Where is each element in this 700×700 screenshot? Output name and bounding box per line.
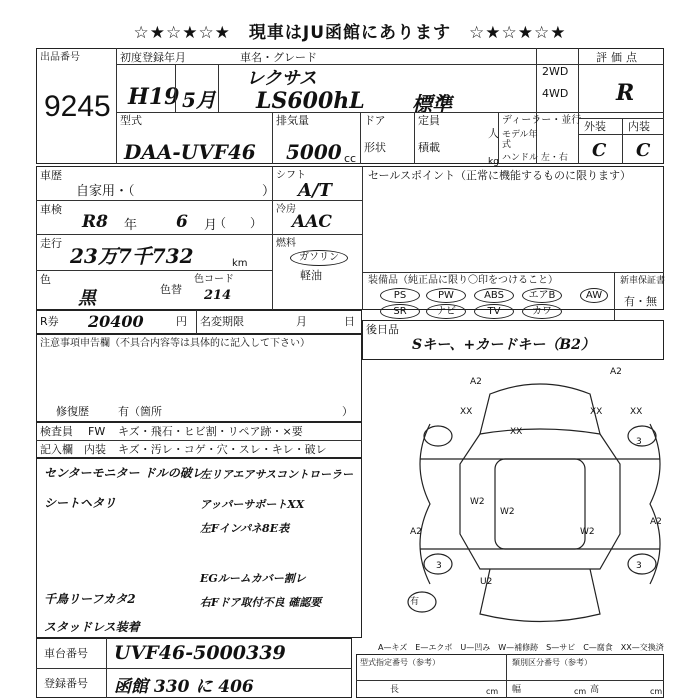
divider xyxy=(362,272,664,273)
note-line-right: 左リアエアサスコントローラー xyxy=(200,468,354,481)
fuel-diesel: 軽油 xyxy=(300,269,322,282)
color-label: 色 xyxy=(40,273,51,286)
inspector-items: キズ・飛石・ヒビ割・リペア跡・×要 xyxy=(118,425,303,438)
ac-label: 冷房 xyxy=(276,204,296,215)
cm-1: cm xyxy=(486,687,499,696)
shift-label: シフト xyxy=(276,170,306,181)
ac-value: AAC xyxy=(292,212,332,232)
divider xyxy=(414,112,415,164)
inspection-day: （ ） xyxy=(214,216,263,230)
diagram-mark: W2 xyxy=(500,507,515,517)
color-change-label: 色替 xyxy=(160,283,182,296)
exterior-value: C xyxy=(592,140,607,161)
equipment-item: PW xyxy=(426,288,466,303)
capacity-label: 定員 xyxy=(418,114,440,127)
inspection-month: 6 xyxy=(176,212,188,232)
inspection-era: R8 xyxy=(82,212,108,232)
name-change-month: 月 xyxy=(296,315,307,328)
height-label: 高 xyxy=(590,685,600,695)
equipment-item: ABS xyxy=(474,288,514,303)
inspector-fw: FW xyxy=(88,425,106,438)
first-reg-month: 5月 xyxy=(182,88,216,112)
chassis-value: UVF46-5000339 xyxy=(114,642,286,664)
notes-frame xyxy=(36,458,362,638)
recorder-interior: 内装 xyxy=(84,443,106,456)
evaluation-label: 評価点 xyxy=(596,51,641,64)
diagram-mark: XX xyxy=(460,407,473,417)
recycle-label: R券 xyxy=(40,315,59,328)
car-model: LS600hL xyxy=(256,88,365,114)
drive-4wd: 4WD xyxy=(542,87,569,100)
mileage-unit: km xyxy=(232,258,248,269)
note-line: センターモニター ドルの破レ xyxy=(44,466,204,480)
remarks-label: 注意事項申告欄（不具合内容等は具体的に記入して下さい） xyxy=(40,338,310,349)
note-line-right: 左Fインパネ8E表 xyxy=(200,522,290,535)
cm-2: cm xyxy=(574,687,587,696)
load-label: 積載 xyxy=(418,141,440,154)
registration-label: 登録番号 xyxy=(44,677,88,690)
divider xyxy=(272,166,273,310)
equipment-item: ナビ xyxy=(426,304,466,319)
mileage-label: 走行 xyxy=(40,237,62,250)
width-label: 幅 xyxy=(512,685,522,695)
car-grade: 標準 xyxy=(412,92,452,116)
divider xyxy=(356,680,664,681)
history-value: 自家用・（ xyxy=(76,184,135,199)
diagram-mark: XX xyxy=(630,407,643,417)
car-name-label: 車名・グレード xyxy=(240,51,317,64)
divider xyxy=(578,48,579,164)
handle-label: ハンドル 左・右 xyxy=(502,153,568,163)
first-reg-era: H19 xyxy=(128,84,180,110)
divider xyxy=(498,112,499,164)
equipment-item: AW xyxy=(580,288,608,303)
divider xyxy=(116,48,117,164)
car-maker: レクサス xyxy=(246,68,317,89)
divider xyxy=(362,166,363,310)
banner-title: ☆★☆★☆★ 現車はJU函館にあります ☆★☆★☆★ xyxy=(133,23,567,43)
divider xyxy=(175,64,176,112)
diagram-mark: A2 xyxy=(650,517,662,527)
color-code-label: 色コード xyxy=(194,274,234,285)
recycle-value: 20400 xyxy=(88,312,144,331)
divider xyxy=(36,668,352,669)
divider xyxy=(36,234,362,235)
divider xyxy=(36,270,272,271)
exterior-label: 外装 xyxy=(584,120,606,133)
interior-value: C xyxy=(636,140,651,161)
note-line-right: EGルームカバー割レ xyxy=(200,572,306,585)
capacity-unit: 人 xyxy=(488,127,499,140)
recorder-items: キズ・汚レ・コゲ・穴・スレ・キレ・破レ xyxy=(118,443,327,456)
registration-value: 函館 330 に 406 xyxy=(114,677,254,697)
divider xyxy=(614,272,615,320)
divider xyxy=(218,64,219,112)
diagram-mark: 3 xyxy=(636,561,642,571)
diagram-mark: A2 xyxy=(410,527,422,537)
diagram-mark: XX xyxy=(590,407,603,417)
load-unit: kg xyxy=(488,157,499,167)
equipment-item: PS xyxy=(380,288,420,303)
diagram-mark: A2 xyxy=(470,377,482,387)
color-value: 黒 xyxy=(78,288,96,309)
divider xyxy=(116,64,664,65)
drive-2wd: 2WD xyxy=(542,65,569,78)
lot-label: 出品番号 xyxy=(40,52,80,63)
lot-number: 9245 xyxy=(44,90,111,123)
type-label: 型式 xyxy=(120,114,142,127)
history-label: 車歴 xyxy=(40,169,62,182)
inspection-label: 車検 xyxy=(40,203,62,216)
displacement-label: 排気量 xyxy=(276,114,309,127)
divider xyxy=(36,440,362,441)
history-close: ） xyxy=(262,184,276,199)
divider xyxy=(272,112,273,164)
rear-label: 後日品 xyxy=(366,323,399,336)
divider xyxy=(506,654,507,698)
divider xyxy=(36,200,362,201)
inspection-month-unit: 月 xyxy=(204,218,218,233)
rear-value: Sキー、+カードキー（B2） xyxy=(412,337,595,353)
name-change-label: 名変期限 xyxy=(200,315,244,328)
repair-label: 修復歴 xyxy=(56,405,89,418)
diagram-mark: 3 xyxy=(436,561,442,571)
warranty-label: 新車保証書 xyxy=(620,276,666,286)
length-label: 長 xyxy=(390,685,400,695)
shift-value: A/T xyxy=(298,180,332,201)
equipment-item: カワ xyxy=(522,304,562,319)
model-year-label: モデル年式 xyxy=(502,130,538,150)
note-line: シートヘタリ xyxy=(44,496,117,510)
fuel-gasoline: ガソリン xyxy=(290,250,348,266)
sales-points-label: セールスポイント（正常に機能するものに限ります） xyxy=(368,169,632,182)
warranty-value: 有・無 xyxy=(624,295,657,308)
recycle-unit: 円 xyxy=(176,315,187,328)
note-line-right: 右Fドア取付不良 確認要 xyxy=(200,596,322,609)
type-value: DAA-UVF46 xyxy=(124,140,256,164)
displacement-unit: cc xyxy=(344,152,357,165)
note-line: スタッドレス装着 xyxy=(44,620,140,634)
repair-close: ） xyxy=(342,405,353,418)
evaluation-value: R xyxy=(616,80,635,106)
recorder-label: 記入欄 xyxy=(40,443,73,456)
fuel-label: 燃料 xyxy=(276,238,296,249)
category-label: 類別区分番号（参考） xyxy=(512,658,592,667)
divider xyxy=(106,638,107,698)
displacement-value: 5000 xyxy=(286,140,342,164)
divider xyxy=(360,112,361,164)
shape-label: 形状 xyxy=(364,141,386,154)
diagram-mark: XX xyxy=(510,427,523,437)
diagram-mark: U2 xyxy=(480,577,493,587)
equipment-item: エアB xyxy=(522,288,562,303)
designation-label: 型式指定番号（参考） xyxy=(360,658,440,667)
divider xyxy=(578,118,664,119)
color-code: 214 xyxy=(204,288,232,303)
first-reg-label: 初度登録年月 xyxy=(120,51,186,64)
inspector-label: 検査員 xyxy=(40,425,73,438)
repair-value: 有（箇所 xyxy=(118,405,162,418)
equipment-item: TV xyxy=(474,304,514,319)
note-line: 千鳥リーフカタ2 xyxy=(44,592,136,606)
diagram-mark: W2 xyxy=(580,527,595,537)
dealer-label: ディーラー・並行 xyxy=(502,115,582,126)
diagram-mark: 3 xyxy=(636,437,642,447)
chassis-label: 車台番号 xyxy=(44,647,88,660)
recycle-frame xyxy=(36,310,362,334)
divider xyxy=(116,112,664,113)
equipment-label: 装備品（純正品に限り〇印をつけること） xyxy=(368,275,558,286)
diagram-mark: A2 xyxy=(610,367,622,377)
inspection-year-unit: 年 xyxy=(124,218,138,233)
legend: A—キズ E—エクボ U—凹み W—補修跡 S—サビ C—腐食 XX—交換済 xyxy=(378,643,664,652)
note-line-right: アッパーサポートXX xyxy=(200,498,305,511)
diagram-mark: 有 xyxy=(410,597,420,607)
divider xyxy=(578,134,664,135)
equipment-item: SR xyxy=(380,304,420,319)
diagram-mark: W2 xyxy=(470,497,485,507)
divider xyxy=(622,118,623,164)
cm-3: cm xyxy=(650,687,663,696)
name-change-day: 日 xyxy=(344,315,355,328)
car-diagram xyxy=(400,364,680,634)
doors-label: ドア xyxy=(364,114,386,127)
mileage-value: 23万7千732 xyxy=(70,244,194,268)
divider xyxy=(196,310,197,334)
interior-label: 内装 xyxy=(628,120,650,133)
